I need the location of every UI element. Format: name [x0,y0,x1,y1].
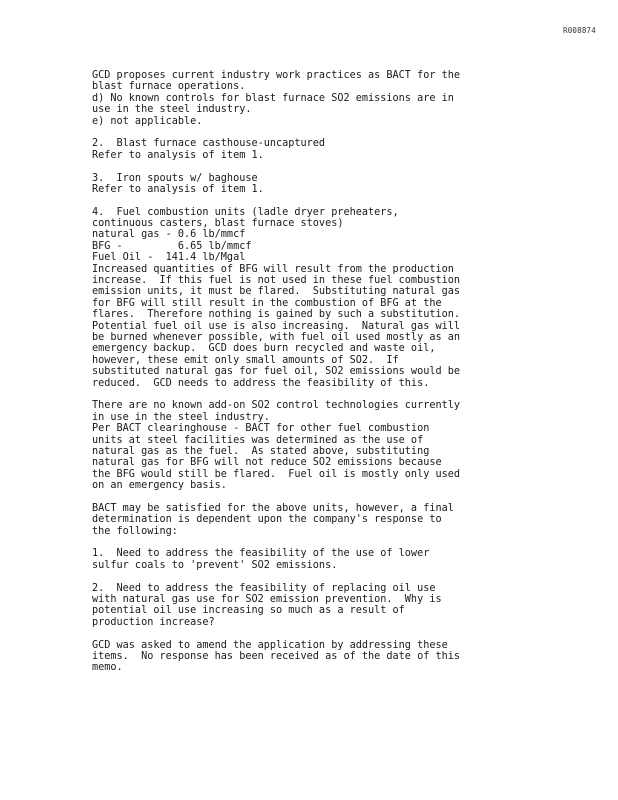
paragraph-addon-controls [92,400,542,491]
text-line: emergency backup. GCD does burn recycled and waste oil, [92,343,436,355]
text-line: sulfur coals to 'prevent' SO2 emissions. [92,559,338,571]
text-line: Per BACT clearinghouse - BACT for other fuel combustion [92,423,430,435]
text-line: e) not applicable. [92,115,203,127]
text-line: units at steel facilities was determined as the use of [92,434,424,446]
text-line: natural gas - 0.6 lb/mmcf [92,229,246,241]
text-line: 4. Fuel combustion units (ladle dryer preheaters, [92,206,399,218]
text-line: 1. Need to address the feasibility of the use of lower [92,548,430,560]
text-line: the BFG would still be flared. Fuel oil is mostly only used [92,468,461,480]
text-line: items. No response has been received as of the date of this [92,650,461,662]
paragraph-item-2 [92,138,542,161]
text-line: d) No known controls for blast furnace SO2 emissions are in [92,92,454,104]
text-line: There are no known add-on SO2 control technologies currently [92,400,461,412]
text-line: emission units, it must be flared. Substituting natural gas [92,286,461,298]
text-line: reduced. GCD needs to address the feasibility of this. [92,377,430,389]
text-line: 2. Blast furnace casthouse-uncaptured [92,138,326,150]
text-line: determination is dependent upon the company's response to [92,514,442,526]
text-line: use in the steel industry. [92,104,252,116]
text-line: blast furnace operations. [92,81,246,93]
text-line: natural gas for BFG will not reduce SO2 emissions because [92,457,442,469]
text-line: GCD was asked to amend the application by addressing these [92,639,448,651]
text-line: production increase? [92,616,215,628]
text-line: Increased quantities of BFG will result from the production [92,263,454,275]
text-line: with natural gas use for SO2 emission prevention. Why is [92,593,442,605]
text-line: on an emergency basis. [92,480,227,492]
paragraph-bact-blast-furnace [92,70,542,127]
text-line: in use in the steel industry. [92,411,270,423]
paragraph-amend-request [92,640,542,674]
text-line: Refer to analysis of item 1. [92,183,264,195]
text-line: the following: [92,525,178,537]
text-line: Fuel Oil - 141.4 lb/Mgal [92,252,246,264]
text-line: flares. Therefore nothing is gained by such a substitution. [92,309,461,321]
memo-body [92,70,542,674]
paragraph-item-4 [92,207,542,389]
text-line: Potential fuel oil use is also increasing. Natural gas will [92,320,461,332]
text-line: 2. Need to address the feasibility of replacing oil use [92,582,436,594]
text-line: GCD proposes current industry work practices as BACT for the [92,70,461,81]
text-line: substituted natural gas for fuel oil, SO2 emissions would be [92,366,461,378]
text-line: Refer to analysis of item 1. [92,149,264,161]
text-line: be burned whenever possible, with fuel oil used mostly as an [92,331,461,343]
text-line: natural gas as the fuel. As stated above, substituting [92,445,430,457]
text-line: memo. [92,662,123,674]
text-line: BACT may be satisfied for the above units, however, a final [92,502,454,514]
paragraph-followup-2 [92,583,542,629]
paragraph-bact-determination [92,503,542,537]
text-line: for BFG will still result in the combustion of BFG at the [92,297,442,309]
text-line: BFG - 6.65 lb/mmcf [92,240,252,252]
text-line: 3. Iron spouts w/ baghouse [92,172,258,184]
text-line: increase. If this fuel is not used in these fuel combustion [92,275,461,287]
text-line: however, these emit only small amounts of SO2. If [92,354,399,366]
paragraph-followup-1 [92,548,542,571]
text-line: potential oil use increasing so much as a result of [92,605,405,617]
document-id: R008874 [562,26,596,35]
text-line: continuous casters, blast furnace stoves) [92,218,344,230]
paragraph-item-3 [92,173,542,196]
